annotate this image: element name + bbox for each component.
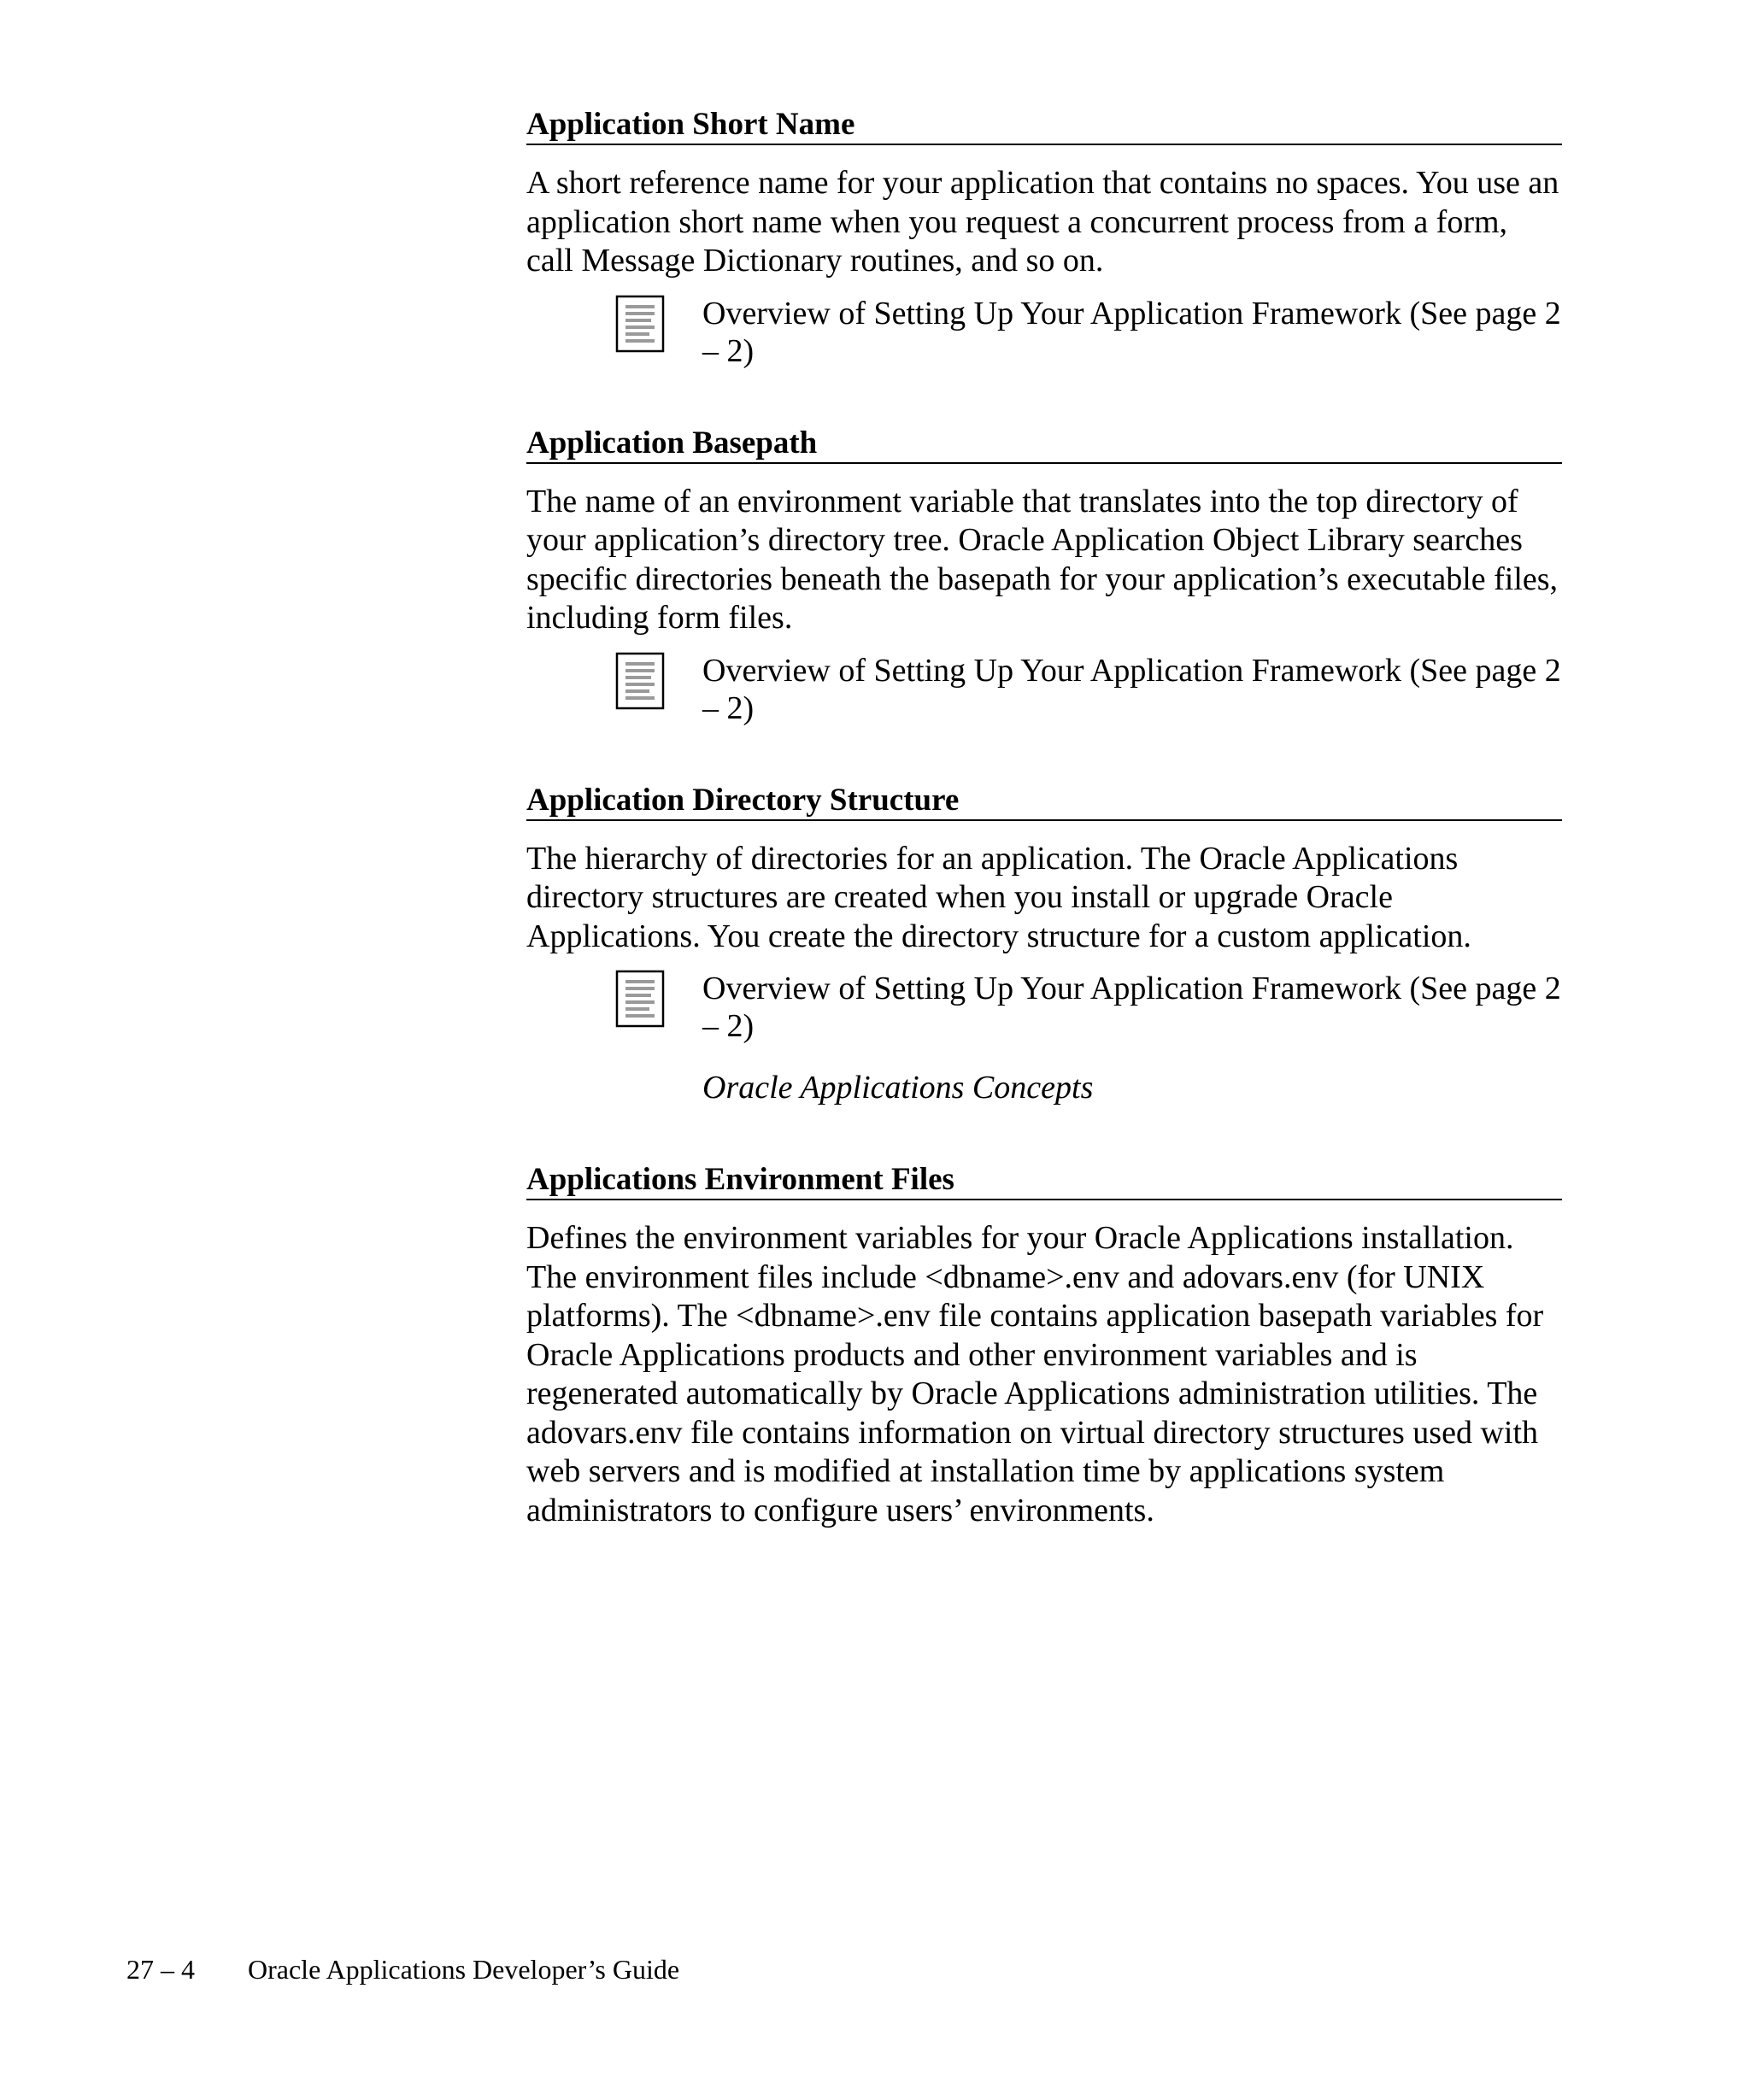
reference-item[interactable] [526,652,1562,727]
entry-heading: Application Short Name [526,108,1562,145]
reference-item[interactable] [526,295,1562,370]
reference-list [526,970,1562,1106]
book-title: Oracle Applications Developer’s Guide [248,1954,680,1985]
glossary-entry [526,108,1562,370]
page-number: 27 – 4 [126,1954,195,1985]
reference-list [526,652,1562,727]
document-icon [615,970,665,1028]
glossary-entry [526,426,1562,727]
glossary-entry [526,783,1562,1107]
entry-heading: Applications Environment Files [526,1163,1562,1200]
entry-heading: Application Directory Structure [526,783,1562,821]
entry-body: A short reference name for your application that contains no spaces. You use an application short name when you request a concurrent process from a form, call Message Dictionary routines, and so on. [526,165,1559,279]
reference-item[interactable] [526,970,1562,1045]
entry-body: The name of an environment variable that translates into the top directory of your application’s directory tree. Oracle Application Object Library searches specific directories beneath the basepath for your application’s executable files, including form files. [526,483,1559,636]
book-reference [526,1069,1562,1106]
reference-link-text[interactable]: Overview of Setting Up Your Application Framework (See page 2 – 2) [702,295,1561,369]
entry-body: Defines the environment variables for your Oracle Applications installation. The environment files include <dbname>.env and adovars.env (for UNIX platforms). The <dbname>.env file contains application basepath variables for Oracle Applications products and other environment variables and is regenerated automatically by Oracle Applications administration utilities. The adovars.env file contains information on virtual directory structures used with web servers and is modified at installation time by applications system administrators to configure users’ environments. [526,1220,1544,1528]
page-content [526,108,1562,1587]
glossary-entry [526,1163,1562,1530]
book-reference-title: Oracle Applications Concepts [702,1070,1094,1106]
reference-link-text[interactable]: Overview of Setting Up Your Application Framework (See page 2 – 2) [702,971,1561,1044]
entry-heading: Application Basepath [526,426,1562,464]
page-footer [126,1954,679,1985]
reference-link-text[interactable]: Overview of Setting Up Your Application Framework (See page 2 – 2) [702,652,1561,726]
reference-list [526,295,1562,370]
document-icon [615,652,665,710]
entry-body: The hierarchy of directories for an application. The Oracle Applications directory structures are created when you install or upgrade Oracle Applications. You create the directory structure for a custom application. [526,840,1471,954]
document-icon [615,295,665,353]
